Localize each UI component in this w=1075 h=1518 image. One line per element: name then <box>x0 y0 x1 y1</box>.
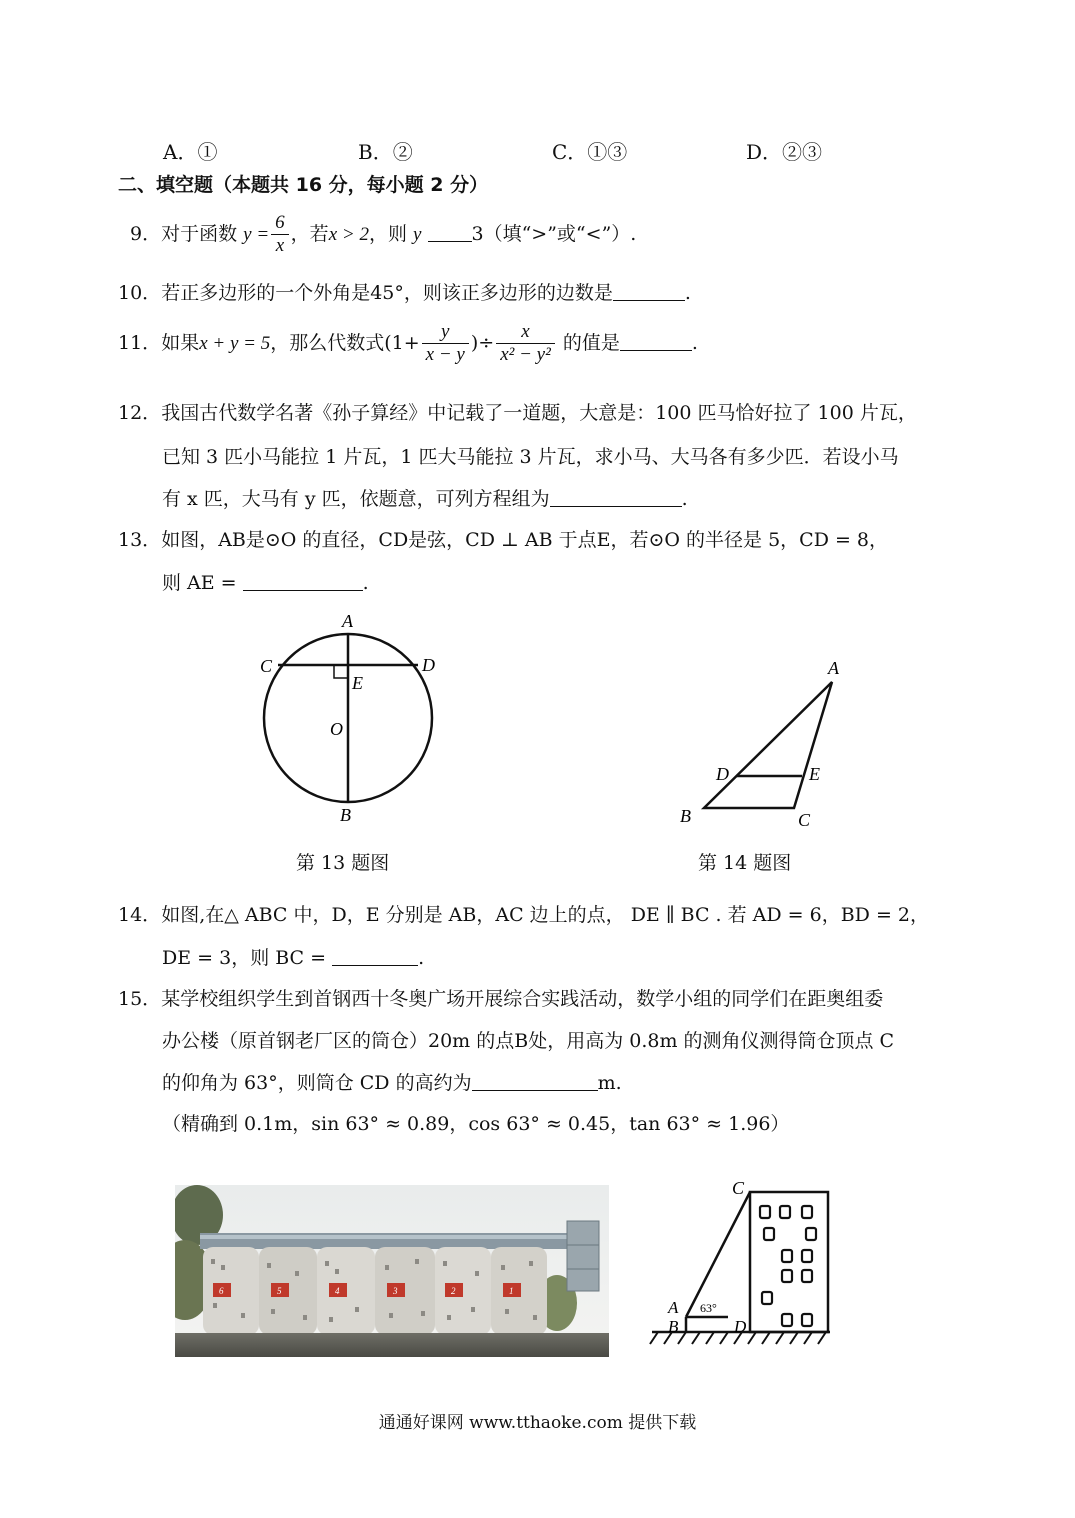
line-of-sight-ac <box>686 1192 750 1317</box>
q13-answer-blank[interactable] <box>243 571 363 591</box>
q11-open: (1+ <box>384 331 420 354</box>
option-d: D．②③ <box>746 140 823 164</box>
q11-fraction-2 <box>496 321 555 367</box>
figure-14-triangle-diagram <box>670 650 860 835</box>
q12-text-1: 我国古代数学名著《孙子算经》中记载了一道题，大意是：100 匹马恰好拉了 100 片瓦， <box>161 402 917 424</box>
q11-end: . <box>691 331 698 354</box>
q11-text-3: 的值是 <box>562 331 620 354</box>
label-c: C <box>798 810 811 830</box>
q9-fraction <box>271 212 289 258</box>
q12-text-2: 已知 3 匹小马能拉 1 片瓦，1 匹大马能拉 3 片瓦，求小马、大马各有多少匹．若设小马 <box>162 446 899 468</box>
sign-3-number: 3 <box>393 1286 398 1296</box>
option-a: A．① <box>163 140 218 164</box>
q12-end: . <box>681 488 688 510</box>
label-e: E <box>352 673 363 693</box>
q11-f1-num: y <box>422 321 469 344</box>
question-15-line-1 <box>118 988 883 1011</box>
elevator-tower <box>567 1221 599 1291</box>
q15-precision-note: （精确到 0.1m，sin 63° ≈ 0.89，cos 63° ≈ 0.45，tan 63° ≈ 1.96） <box>162 1113 790 1135</box>
label-o: O <box>330 719 343 739</box>
q11-fraction-1 <box>422 321 469 367</box>
q13-end: . <box>362 572 369 594</box>
silo-building-photo <box>175 1185 609 1357</box>
label-b: B <box>668 1317 679 1336</box>
footer-credit: 通通好课网 www.tthaoke.com 提供下载 <box>378 1413 697 1433</box>
q11-f2-num: x <box>496 321 555 344</box>
bridge-highlight <box>200 1235 570 1239</box>
q12-answer-blank[interactable] <box>550 487 682 507</box>
q9-text-3: ，则 <box>368 222 407 245</box>
q9-answer-blank[interactable] <box>428 222 472 242</box>
label-b: B <box>340 805 351 825</box>
q14-end: . <box>418 947 425 969</box>
q10-number: 10． <box>118 282 162 304</box>
q14-text-2: DE = 3，则 BC = <box>162 947 327 969</box>
q11-text-1: 如果 <box>161 331 200 354</box>
sign-2-number: 2 <box>451 1286 456 1296</box>
sign-5-number: 5 <box>277 1286 282 1296</box>
q11-condition: x + y = 5 <box>199 332 271 354</box>
q10-answer-blank[interactable] <box>613 281 685 301</box>
label-a: A <box>668 1298 679 1317</box>
ground-plaza <box>175 1333 609 1357</box>
q15-answer-blank[interactable] <box>472 1071 598 1091</box>
q13-text-1: 如图，AB是⊙O 的直径，CD是弦，CD ⊥ AB 于点E，若⊙O 的半径是 5，CD = 8， <box>161 529 889 551</box>
label-a: A <box>342 611 353 631</box>
q15-text-2: 办公楼（原首钢老厂区的筒仓）20m 的点B处，用高为 0.8m 的测角仪测得筒仓顶点 C <box>162 1030 895 1052</box>
right-angle-mark <box>334 665 348 678</box>
q9-frac-num: 6 <box>271 212 289 235</box>
q10-text: 若正多边形的一个外角是45°，则该正多边形的边数是 <box>161 282 613 304</box>
q11-answer-blank[interactable] <box>620 331 692 351</box>
q9-condition: x > 2 <box>328 223 369 245</box>
figure-14-caption: 第 14 题图 <box>698 852 792 874</box>
label-d: D <box>422 655 435 675</box>
q9-number: 9． <box>130 222 162 245</box>
q15-text-1: 某学校组织学生到首钢西十冬奥广场开展综合实践活动，数学小组的同学们在距奥组委 <box>161 988 884 1010</box>
section-heading: 二、填空题（本题共 16 分，每小题 2 分） <box>118 174 489 196</box>
question-13-line-2 <box>162 571 369 595</box>
q9-text-4: 3（填“>”或“<”）. <box>471 222 637 245</box>
figure-13-caption: 第 13 题图 <box>296 852 390 874</box>
question-12-line-3 <box>162 487 688 511</box>
q11-number: 11． <box>118 331 162 354</box>
figure-13-circle-diagram <box>240 605 460 830</box>
q14-number: 14． <box>118 904 162 926</box>
question-14-line-2 <box>162 946 424 970</box>
q13-text-2: 则 AE = <box>162 572 237 594</box>
figure-15-measurement-diagram <box>640 1172 840 1362</box>
sign-4-number: 4 <box>335 1286 340 1296</box>
q15-unit: m. <box>597 1072 622 1094</box>
q11-text-2: ，那么代数式 <box>270 331 385 354</box>
question-12-line-1 <box>118 402 917 425</box>
question-13-line-1 <box>118 529 888 552</box>
q14-answer-blank[interactable] <box>332 946 418 966</box>
label-d: D <box>734 1317 747 1336</box>
q9-text-2: ，若 <box>290 222 329 245</box>
option-c: C．①③ <box>552 140 628 164</box>
label-c: C <box>732 1178 745 1198</box>
sign-1-number: 1 <box>509 1286 514 1296</box>
triangle-abc <box>704 682 832 808</box>
q11-f2-den: x² − y² <box>500 343 551 365</box>
label-d: D <box>716 764 729 784</box>
q15-text-3: 的仰角为 63°，则筒仓 CD 的高约为 <box>162 1072 472 1094</box>
question-9 <box>130 212 636 258</box>
label-a: A <box>828 658 839 678</box>
q15-number: 15． <box>118 988 162 1010</box>
question-14-line-1 <box>118 904 929 927</box>
q9-text-1: 对于函数 <box>161 222 238 245</box>
question-15-line-3 <box>162 1071 622 1095</box>
q11-f1-den: x − y <box>425 343 465 365</box>
q11-mid: )÷ <box>470 331 495 354</box>
label-e: E <box>809 764 820 784</box>
q12-text-3: 有 x 匹，大马有 y 匹，依题意，可列方程组为 <box>162 488 550 510</box>
q9-function-lhs: y = <box>243 223 270 245</box>
q9-frac-den: x <box>275 234 285 256</box>
q9-y: y <box>413 223 422 245</box>
q10-end: . <box>684 282 691 304</box>
label-b: B <box>680 806 691 826</box>
label-c: C <box>260 656 273 676</box>
sign-6-number: 6 <box>219 1286 224 1296</box>
question-11 <box>118 321 698 367</box>
q12-number: 12． <box>118 402 162 424</box>
question-10 <box>118 281 691 305</box>
q14-text-1: 如图,在△ ABC 中，D，E 分别是 AB，AC 边上的点， DE ∥ BC . 若 AD = 6，BD = 2， <box>161 904 929 926</box>
option-b: B．② <box>358 140 413 164</box>
silos <box>203 1247 547 1335</box>
angle-label: 63° <box>700 1301 717 1315</box>
q13-number: 13． <box>118 529 162 551</box>
